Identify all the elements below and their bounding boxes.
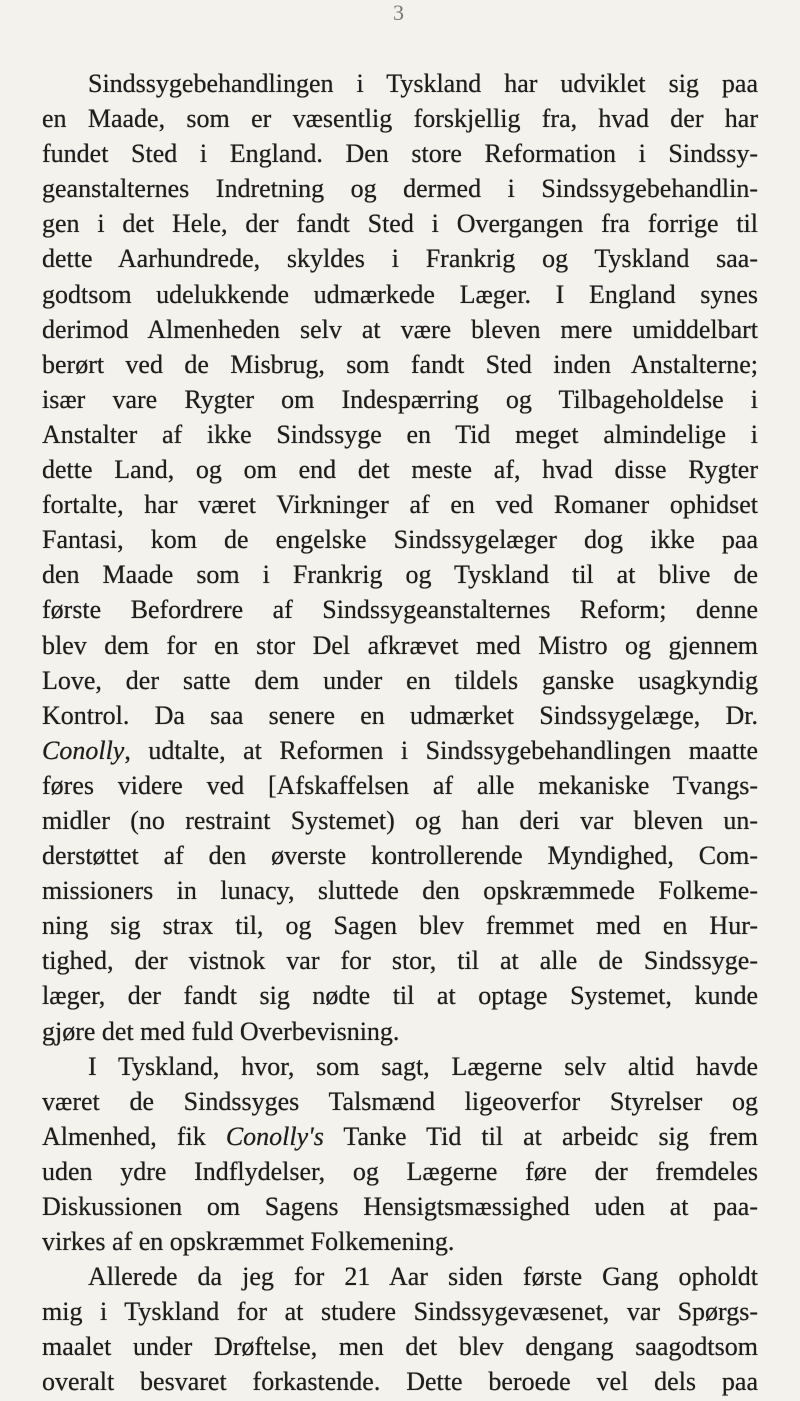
text-line [42, 873, 758, 908]
text-line [42, 487, 758, 522]
text-segment: blev dem for en stor Del afkrævet med Mistro og gjennem [42, 630, 758, 660]
text-line [42, 943, 758, 978]
text-line [42, 1329, 758, 1364]
text-line [42, 838, 758, 873]
text-segment: første Befordrere af Sindssygeanstalternes Reform; denne [42, 595, 758, 625]
text-line [42, 277, 758, 312]
text-segment: føres videre ved [Afskaffelsen af alle mekaniske Tvangs- [42, 770, 758, 800]
text-line [42, 768, 758, 803]
text-line [42, 1119, 758, 1154]
text-line [42, 452, 758, 487]
text-line [42, 382, 758, 417]
text-segment: Diskussionen om Sagens Hensigtsmæssighed uden at paa- [42, 1192, 758, 1221]
text-segment: Anstalter af ikke Sindssyge en Tid meget almindelige i [42, 419, 758, 449]
text-segment: fundet Sted i England. Den store Reformation i Sindssy- [42, 139, 758, 169]
text-segment: derstøttet af den øverste kontrollerende Myndighed, Com- [42, 841, 758, 871]
text-segment: maalet under Drøftelse, men det blev dengang saagodtsom [42, 1332, 758, 1362]
text-line [42, 1294, 758, 1329]
text-segment: Almenhed, fik [42, 1121, 226, 1151]
text-line [42, 698, 758, 733]
text-segment: været de Sindssyges Talsmænd ligeoverfor Styrelser og [42, 1086, 758, 1116]
text-line [42, 1084, 758, 1119]
text-segment: dette Land, og om end det meste af, hvad disse Rygter [42, 455, 758, 485]
text-line [42, 557, 758, 592]
text-segment: især vare Rygter om Indespærring og Tilbageholdelse i [42, 384, 758, 414]
text-segment: Fantasi, kom de engelske Sindssygelæger dog ikke paa [42, 525, 758, 555]
text-segment: godtsom udelukkende udmærkede Læger. I England synes [42, 279, 758, 309]
text-line [42, 171, 758, 206]
text-line [42, 206, 758, 241]
text-segment: fortalte, har været Virkninger af en ved Romaner ophidset [42, 490, 758, 520]
text-segment: en Maade, som er væsentlig forskjellig fra, hvad der har [42, 104, 758, 134]
text-segment: Kontrol. Da saa senere en udmærket Sindssygelæge, Dr. [42, 700, 758, 730]
text-segment: derimod Almenheden selv at være bleven mere umiddelbart [42, 314, 758, 344]
text-segment: gen i det Hele, der fandt Sted i Overgangen fra forrige til [42, 209, 758, 239]
text-segment: læger, der fandt sig nødte til at optage Systemet, kunde [42, 981, 758, 1011]
text-segment: Sindssygebehandlingen i Tyskland har udviklet sig paa [88, 69, 758, 98]
text-line [42, 1154, 758, 1189]
text-line [42, 136, 758, 171]
text-segment: , udtalte, at Reformen i Sindssygebehandlingen maatte [124, 735, 758, 765]
text-line [42, 66, 758, 101]
text-line [42, 663, 758, 698]
text-segment: gjøre det med fuld Overbevisning. [42, 1016, 400, 1046]
text-line [42, 628, 758, 663]
text-line [42, 522, 758, 557]
text-line [42, 1014, 758, 1049]
page-number: 3 [393, 0, 404, 25]
text-segment: dette Aarhundrede, skyldes i Frankrig og Tyskland saa- [42, 244, 758, 274]
text-segment: mig i Tyskland for at studere Sindssygevæsenet, var Spørgs- [42, 1297, 758, 1327]
text-segment: geanstalternes Indretning og dermed i Sindssygebehandlin- [42, 174, 758, 204]
text-line [42, 101, 758, 136]
text-line [42, 733, 758, 768]
text-segment: virkes af en opskræmmet Folkemening. [42, 1227, 455, 1257]
text-segment: tighed, der vistnok var for stor, til at alle de Sindssyge- [42, 946, 758, 976]
text-line [42, 592, 758, 627]
text-segment: midler (no restraint Systemet) og han deri var bleven un- [42, 805, 758, 835]
body-text [42, 66, 758, 1400]
text-segment: Love, der satte dem under en tildels ganske usagkyndig [42, 665, 758, 695]
text-segment: berørt ved de Misbrug, som fandt Sted inden Anstalterne; [42, 349, 758, 379]
text-line [42, 1189, 758, 1224]
text-line [42, 347, 758, 382]
text-line [42, 1259, 758, 1294]
text-segment: I Tyskland, hvor, som sagt, Lægerne selv altid havde [88, 1051, 758, 1081]
text-segment: ning sig strax til, og Sagen blev fremmet med en Hur- [42, 911, 758, 941]
text-line [42, 1364, 758, 1399]
text-line [42, 978, 758, 1013]
text-segment: overalt besvaret forkastende. Dette beroede vel dels paa [42, 1367, 758, 1397]
text-line [42, 908, 758, 943]
text-line [42, 417, 758, 452]
text-line [42, 1049, 758, 1084]
italic-name: Conolly [42, 735, 125, 765]
text-line [42, 803, 758, 838]
text-line [42, 1224, 758, 1259]
text-segment: den Maade som i Frankrig og Tyskland til at blive de [42, 560, 758, 590]
text-segment: missioners in lunacy, sluttede den opskræmmede Folkeme- [42, 876, 758, 906]
text-segment: uden ydre Indflydelser, og Lægerne føre der fremdeles [42, 1156, 758, 1186]
text-line [42, 312, 758, 347]
text-line [42, 241, 758, 276]
italic-name: Conolly's [225, 1121, 324, 1151]
text-segment: Tanke Tid til at arbeidc sig frem [323, 1121, 758, 1151]
text-segment: Allerede da jeg for 21 Aar siden første Gang opholdt [88, 1262, 758, 1292]
